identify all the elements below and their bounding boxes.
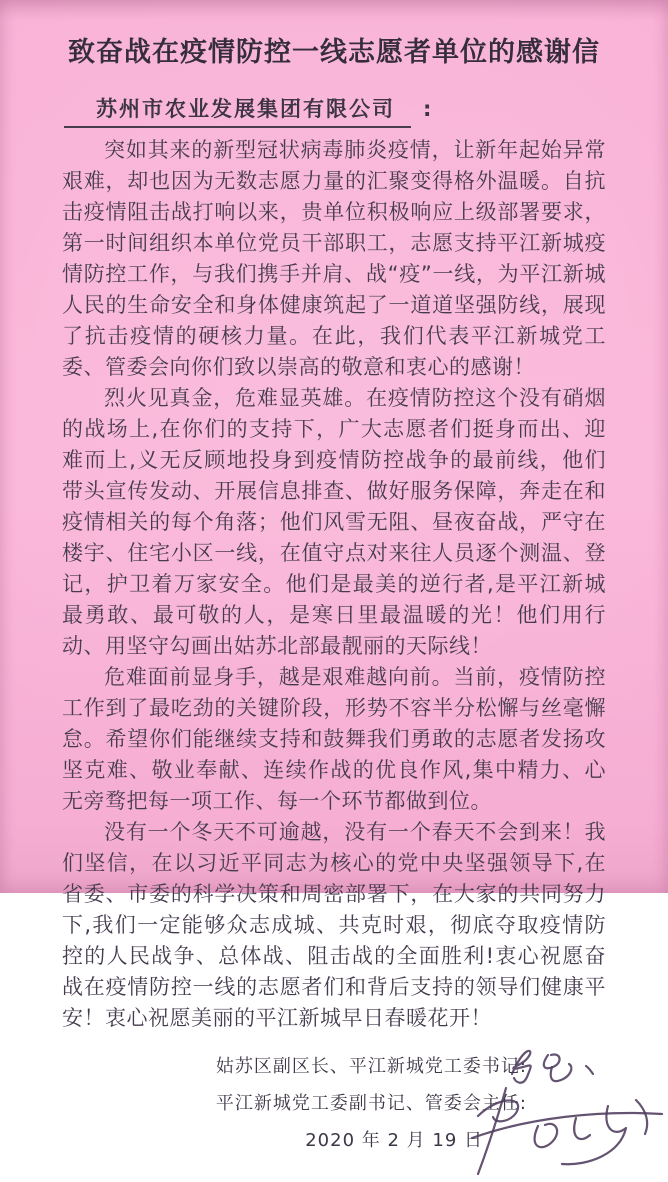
signature-title-line-1: 姑苏区副区长、平江新城党工委书记:: [215, 1056, 527, 1077]
paragraph-2: 烈火见真金，危难显英雄。在疫情防控这个没有硝烟的战场上,在你们的支持下，广大志愿者们挺身而出、迎难而上,义无反顾地投身到疫情防控战争的最前线，他们带头宣传发动、开展信息排查、做好服务保障，奔走在和疫情相关的每个角落；他们风雪无阻、昼夜奋战，严守在楼宇、住宅小区一线，在值守点对来往人员逐个测温、登记，护卫着万家安全。他们是最美的逆行者,是平江新城最勇敢、最可敬的人，是寒日里最温暖的光！他们用行动、用坚守勾画出姑苏北部最靓丽的天际线！: [62, 386, 606, 658]
addressee-line: [64, 93, 604, 128]
signature-block: [0, 1048, 668, 1159]
paragraph-4: 没有一个冬天不可逾越，没有一个春天不会到来！我们坚信，在以习近平同志为核心的党中央坚强领导下,在省委、市委的科学决策和周密部署下，在大家的共同努力下,我们一定能够众志成城、共克时艰，彻底夺取疫情防控的人民战争、总体战、阻击战的全面胜利!衷心祝愿奋战在疫情防控一线的志愿者们和背后支持的领导们健康平安！衷心祝愿美丽的平江新城早日春暖花开！: [62, 820, 606, 1030]
date-line: 2020 年 2 月 19 日: [305, 1130, 483, 1151]
letter-body: [62, 135, 606, 1034]
paragraph-3: 危难面前显身手，越是艰难越向前。当前，疫情防控工作到了最吃劲的关键阶段，形势不容半分松懈与丝毫懈怠。希望你们能继续支持和鼓舞我们勇敢的志愿者发扬攻坚克难、敬业奉献、连续作战的优良作风,集中精力、心无旁骛把每一项工作、每一个环节都做到位。: [62, 665, 606, 813]
signature-title-line-2: 平江新城党工委副书记、管委会主任:: [215, 1093, 527, 1114]
addressee-name: 苏州市农业发展集团有限公司: [64, 93, 411, 128]
paragraph-1: 突如其来的新型冠状病毒肺炎疫情，让新年起始异常艰难，却也因为无数志愿力量的汇聚变得格外温暖。自抗击疫情阻击战打响以来，贵单位积极响应上级部署要求，第一时间组织本单位党员干部职工，志愿支持平江新城疫情防控工作，与我们携手并肩、战“疫”一线，为平江新城人民的生命安全和身体健康筑起了一道道坚强防线，展现了抗击疫情的硬核力量。在此，我们代表平江新城党工委、管委会向你们致以崇高的敬意和衷心的感谢！: [62, 138, 606, 379]
addressee-colon: :: [423, 97, 432, 121]
letter-title: 致奋战在疫情防控一线志愿者单位的感谢信: [68, 37, 600, 68]
